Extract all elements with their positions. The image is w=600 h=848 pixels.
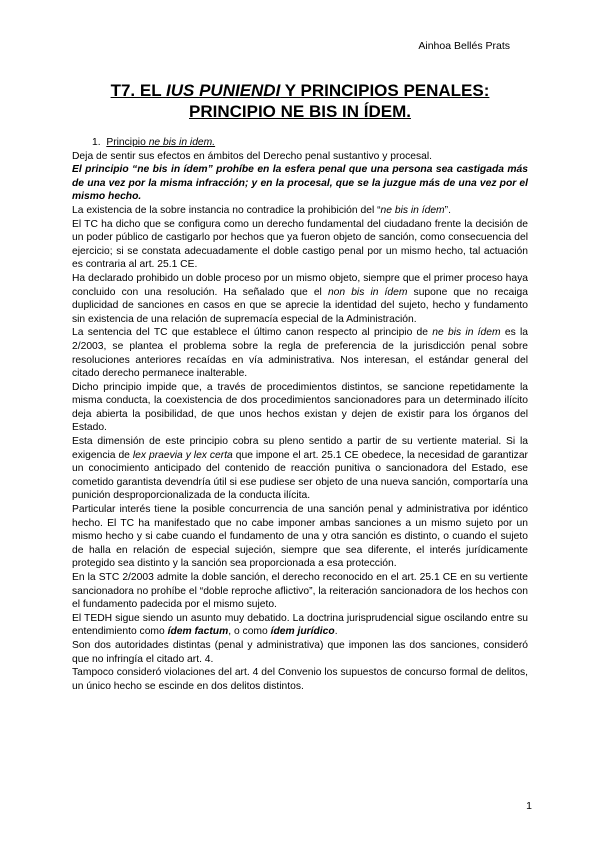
title-pre: T7. EL: [110, 81, 167, 100]
p8-text-a: Esta dimensión de este principio cobra su pleno sentido a partir de su vertiente material. Si la exigencia de: [72, 436, 528, 461]
p6-text-a: La sentencia del TC que establece el último canon respecto al principio de: [72, 327, 433, 339]
title-italic: IUS PUNIENDI: [166, 81, 281, 100]
paragraph-8: [72, 435, 528, 503]
document-body: [72, 136, 528, 693]
p3-text-b: ”.: [444, 204, 451, 216]
p3-text-a: La existencia de la sobre instancia no contradice la prohibición del “: [72, 204, 381, 216]
p8-text-b: que impone el art. 25.1 CE obedece, la necesidad de garantizar un conocimiento anticipado del contenido de reacción punitiva o sancionadora del Estado, ese cometido garantista devendría útil si ese pudiese ser objeto de una nueva sanción, comportaría una punición desproporcionalizada de la conducta ilícita.: [72, 449, 528, 502]
p5-text-b: supone que no recaiga duplicidad de sanciones en casos en que se aprecie la identidad del sujeto, hecho y fundamento sin existencia de una relación de supremacía especial de la Administración.: [72, 286, 528, 325]
section-number: 1.: [92, 137, 101, 148]
section-heading: [72, 136, 528, 150]
title-line-1: [72, 80, 528, 101]
paragraph-2-bold: El principio “ne bis in ídem” prohíbe en la esfera penal que una persona sea castigada más de una vez por la misma infracción; y en la procesal, que se la juzgue más de una vez por el mismo hecho.: [72, 164, 528, 203]
paragraph-1: Deja de sentir sus efectos en ámbitos del Derecho penal sustantivo y procesal.: [72, 150, 433, 162]
p6-italic: ne bis in ídem: [432, 327, 501, 339]
document-title: [72, 80, 528, 122]
paragraph-3: [72, 204, 528, 218]
header-author: Ainhoa Bellés Prats: [418, 40, 510, 52]
section-title: [106, 137, 215, 148]
paragraph-9: Particular interés tiene la posible concurrencia de una sanción penal y administrativa por idéntico hecho. El TC ha manifestado que no cabe imponer ambas sanciones a un mismo sujeto por un mismo hecho y si cabe cuando el fundamento de una y otra sanción es distinto, o cuando el sujeto de halla en relación de especial sujeción, siempre que sea diferente, el interés jurídicamente protegido sea distinto y la sanción sea proporcionada a esa protección.: [72, 504, 528, 570]
p8-italic: lex praevia y lex certa: [132, 449, 233, 461]
p6-text-b: es la 2/2003, se plantea el problema sobre la regla de preferencia de la jurisdicción penal sobre resoluciones anteriores recaídas en vía administrativa. Nos interesan, el estándar general del citado derecho permanece inalterable.: [72, 327, 528, 380]
title-line-2: PRINCIPIO NE BIS IN ÍDEM.: [189, 102, 411, 121]
title-post: Y PRINCIPIOS PENALES:: [280, 81, 490, 100]
section-italic: ne bis in idem.: [148, 137, 216, 148]
section-label: Principio: [106, 137, 149, 148]
p11-text-c: , o como: [228, 626, 271, 638]
paragraph-10: En la STC 2/2003 admite la doble sanción, el derecho reconocido en el art. 25.1 CE en su vertiente sancionadora no prohíbe el “doble reproche aflictivo”, la reiteración sancionadora de los hechos con el fundamento padecida por el mismo sujeto.: [72, 572, 528, 611]
p11-text-d: .: [334, 626, 338, 638]
paragraph-5: [72, 272, 528, 326]
p5-text-a: Ha declarado prohibido un doble proceso por un mismo objeto, siempre que el primer proceso haya concluido con una resolución. Ha señalado que el: [72, 272, 528, 298]
paragraph-4: El TC ha dicho que se configura como un derecho fundamental del ciudadano frente la decisión de un poder público de castigarlo por hechos que ya fueron objeto de sanción, como consecuencia del ejercicio; si se constata adecuadamente el doble castigo penal por un mismo hecho, tal actuación es contraria al art. 25.1 CE.: [72, 218, 528, 271]
paragraph-6: [72, 326, 528, 380]
paragraph-12: Son dos autoridades distintas (penal y administrativa) que imponen las dos sanciones, consideró que no infringía el citado art. 4.: [72, 639, 528, 665]
p3-italic: ne bis in ídem: [380, 204, 445, 216]
paragraph-7: Dicho principio impide que, a través de procedimientos distintos, se sancione repetidamente la misma conducta, la coexistencia de dos procedimientos sancionadores para un determinado ilícito deja abierta la posibilidad, de que unos hechos existan y dejen de existir para los órganos del Estado.: [72, 381, 528, 434]
page-number: 1: [526, 800, 532, 812]
paragraph-13: Tampoco consideró violaciones del art. 4 del Convenio los supuestos de concurso formal de delitos, un único hecho se escinde en dos delitos distintos.: [72, 667, 528, 692]
p5-italic: non bis in ídem: [327, 286, 408, 298]
paragraph-11: [72, 612, 528, 639]
p11-bold-italic-2: ídem jurídico: [270, 626, 335, 638]
p11-text-a: El TEDH sigue siendo un asunto muy debatido. La doctrina jurisprudencial sigue oscilando entre su entendimiento como: [72, 612, 528, 638]
p11-bold-italic-1: ídem factum: [167, 626, 229, 638]
